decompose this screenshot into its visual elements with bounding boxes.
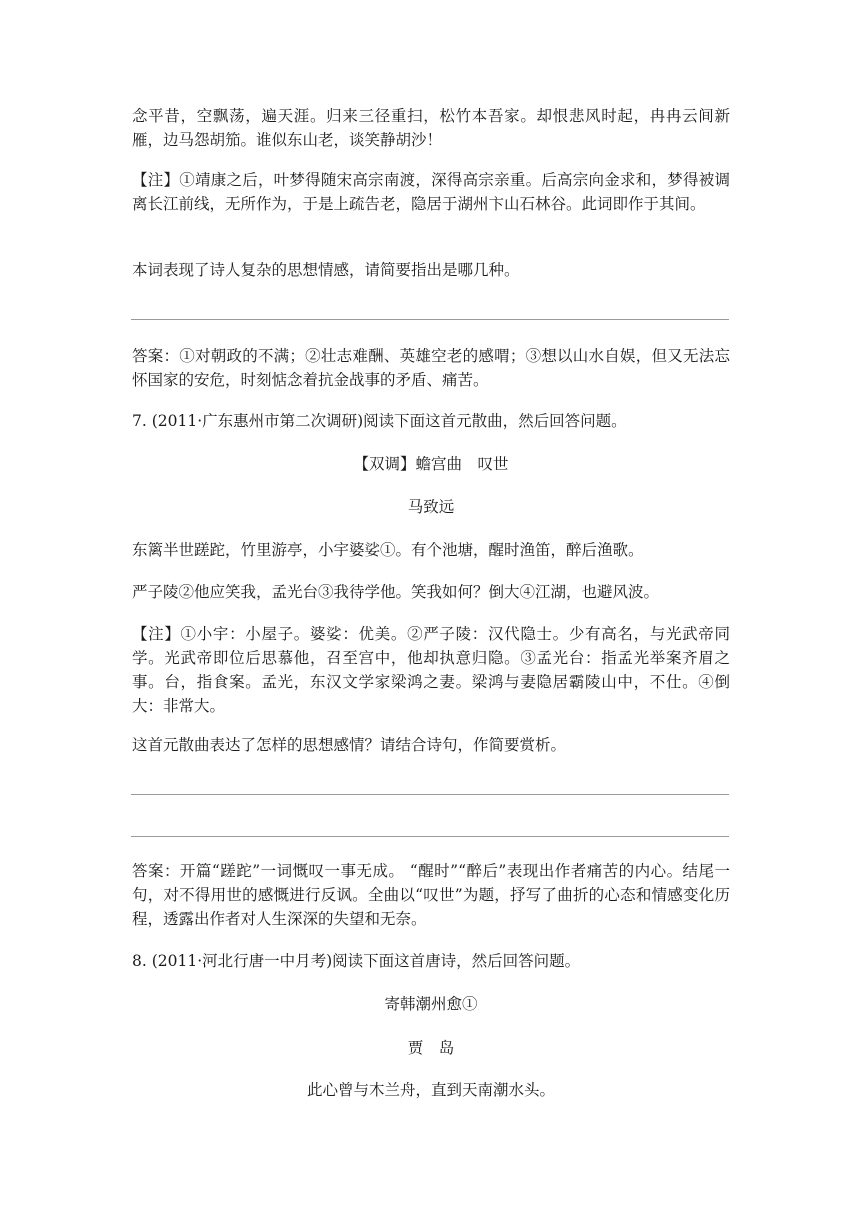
- q7-author: 马致远: [407, 498, 455, 516]
- q7-title: 【双调】蟾宫曲 叹世: [353, 455, 509, 473]
- q7-line2: 严子陵②他应笑我，孟光台③我待学他。笑我如何？倒大④江湖，也避风波。: [132, 583, 660, 601]
- poem6-question: 本词表现了诗人复杂的思想情感，请简要指出是哪几种。: [132, 261, 520, 279]
- q7-answer: 答案：开篇“蹉跎”一词慨叹一事无成。 “醒时”“醉后”表现出作者痛苦的内心。结尾一句，对不得用世的感慨进行反讽。全曲以“叹世”为题，抒写了曲折的心态和情感变化历程，透露出作者对人生深深的失望和无奈。: [132, 862, 730, 928]
- q7-note: 【注】①小宇：小屋子。婆娑：优美。②严子陵：汉代隐士。少有高名，与光武帝同学。光武帝即位后思慕他，召至宫中，他却执意归隐。③孟光台：指孟光举案齐眉之事。台，指食案。孟光，东汉文学家梁鸿之妻。梁鸿与妻隐居霸陵山中，不仕。④倒大：非常大。: [132, 625, 730, 715]
- q8-author: 贾 岛: [407, 1039, 455, 1057]
- answer-line: [131, 319, 729, 320]
- q7-line1: 东篱半世蹉跎，竹里游亭，小宇婆娑①。有个池塘，醒时渔笛，醉后渔歌。: [132, 541, 644, 559]
- q8-line1: 此心曾与木兰舟，直到天南潮水头。: [306, 1081, 555, 1099]
- q8-prompt: 8. (2011·河北行唐一中月考)阅读下面这首唐诗，然后回答问题。: [132, 952, 581, 970]
- q7-question: 这首元散曲表达了怎样的思想感情？请结合诗句，作简要赏析。: [132, 736, 567, 754]
- poem6-tail: 念平昔，空飘荡，遍天涯。归来三径重扫，松竹本吾家。却恨悲风时起，冉冉云间新雁，边马怨胡笳。谁似东山老，谈笑静胡沙！: [132, 107, 730, 149]
- answer-line: [131, 794, 729, 795]
- poem6-note: 【注】①靖康之后，叶梦得随宋高宗南渡，深得高宗亲重。后高宗向金求和，梦得被调离长江前线，无所作为，于是上疏告老，隐居于湖州卞山石林谷。此词即作于其间。: [132, 171, 730, 213]
- q8-title: 寄韩潮州愈①: [384, 995, 478, 1013]
- poem6-answer: 答案：①对朝政的不满；②壮志难酬、英雄空老的感喟；③想以山水自娱，但又无法忘怀国家的安危，时刻惦念着抗金战事的矛盾、痛苦。: [132, 347, 730, 389]
- answer-line: [131, 836, 729, 837]
- q7-prompt: 7. (2011·广东惠州市第二次调研)阅读下面这首元散曲，然后回答问题。: [132, 412, 627, 430]
